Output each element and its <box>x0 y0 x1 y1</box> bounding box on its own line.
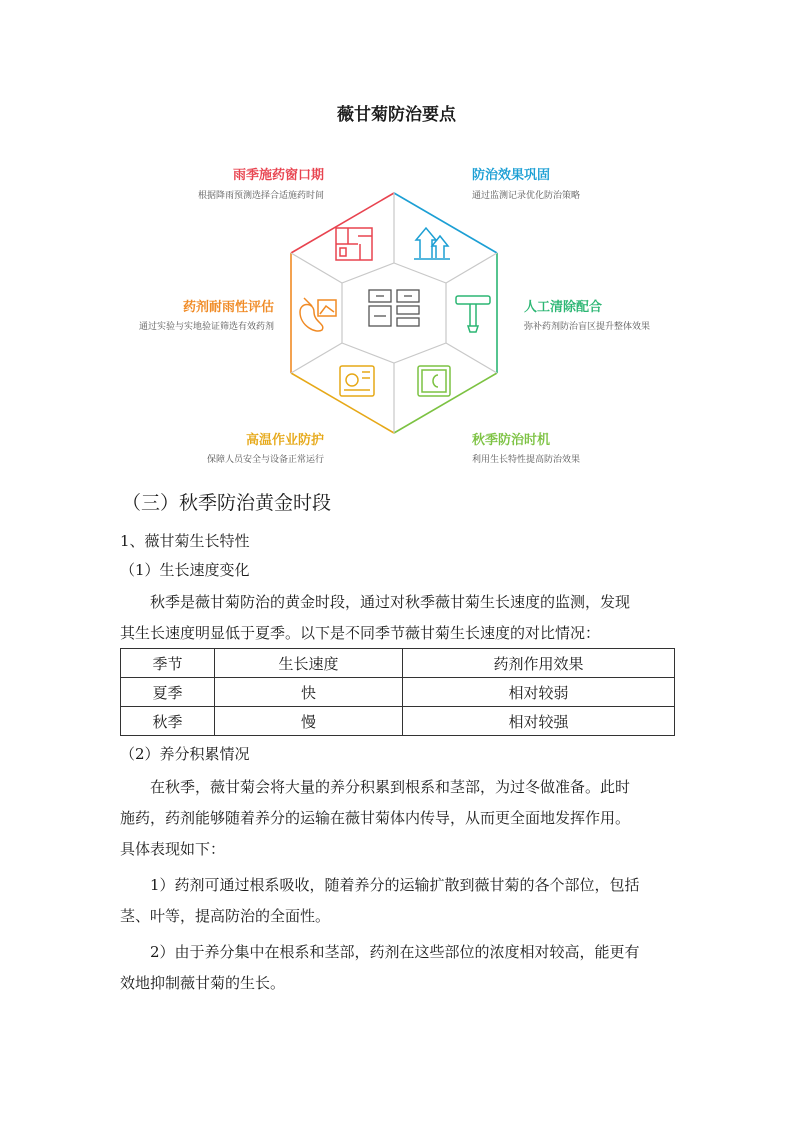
table-header-row <box>121 649 675 678</box>
protective-gear-icon <box>340 366 374 396</box>
list-item-2-line-1: 2）由于养分集中在根系和茎部，药剂在这些部位的浓度相对较高，能更有 <box>150 943 640 961</box>
hexagon-diagram <box>0 0 793 480</box>
weeding-tool-icon <box>456 296 490 332</box>
table-row <box>121 678 675 707</box>
cabinet-icon <box>369 290 419 326</box>
item-title-effect-consolidation: 防治效果巩固 <box>472 168 551 183</box>
item-title-heat-protection: 高温作业防护 <box>245 433 324 448</box>
inner-hexagon <box>342 263 446 363</box>
subheading-growth-traits: 1、薇甘菊生长特性 <box>120 532 250 550</box>
edge-bottom-left <box>291 373 394 433</box>
item-title-manual-removal: 人工清除配合 <box>524 300 603 315</box>
item-title-autumn-timing: 秋季防治时机 <box>472 433 551 448</box>
item-desc-heat-protection: 保障人员安全与设备正常运行 <box>206 455 324 465</box>
paragraph-1-line-2: 其生长速度明显低于夏季。以下是不同季节薇甘菊生长速度的对比情况： <box>120 624 601 642</box>
item-desc-manual-removal: 弥补药剂防治盲区提升整体效果 <box>524 322 651 332</box>
growth-arrows-icon <box>414 228 450 259</box>
paragraph-2-line-1: 在秋季，薇甘菊会将大量的养分积累到根系和茎部，为过冬做准备。此时 <box>150 778 631 796</box>
table-header: 生长速度 <box>215 649 403 678</box>
subheading-growth-speed: （1）生长速度变化 <box>120 561 250 579</box>
item-desc-effect-consolidation: 通过监测记录优化防治策略 <box>472 191 581 201</box>
item-desc-rain-resistance: 通过实验与实地验证筛选有效药剂 <box>138 322 274 332</box>
table-header: 季节 <box>121 649 215 678</box>
floor-plan-icon <box>336 228 372 260</box>
subheading-nutrient: （2）养分积累情况 <box>120 745 250 763</box>
calendar-c-icon <box>418 366 450 396</box>
item-title-rain-resistance: 药剂耐雨性评估 <box>182 300 274 315</box>
list-item-1-line-1: 1）药剂可通过根系吸收，随着养分的运输扩散到薇甘菊的各个部位，包括 <box>150 876 640 894</box>
table-cell: 夏季 <box>121 678 215 707</box>
paragraph-2-line-3: 具体表现如下： <box>120 840 226 858</box>
table-cell: 快 <box>215 678 403 707</box>
paragraph-2-line-2: 施药，药剂能够随着养分的运输在薇甘菊体内传导，从而更全面地发挥作用。 <box>120 809 631 827</box>
table-row <box>121 707 675 736</box>
item-title-rainy-window: 雨季施药窗口期 <box>232 168 324 183</box>
section-heading: （三）秋季防治黄金时段 <box>122 492 332 514</box>
table-cell: 相对较弱 <box>403 678 675 707</box>
season-comparison-table <box>120 648 675 736</box>
list-item-1-line-2: 茎、叶等，提高防治的全面性。 <box>120 907 331 925</box>
table-header: 药剂作用效果 <box>403 649 675 678</box>
table-cell: 慢 <box>215 707 403 736</box>
item-desc-rainy-window: 根据降雨预测选择合适施药时间 <box>197 191 324 201</box>
assessment-icon <box>300 298 336 331</box>
paragraph-1-line-1: 秋季是薇甘菊防治的黄金时段，通过对秋季薇甘菊生长速度的监测，发现 <box>150 593 631 611</box>
item-desc-autumn-timing: 利用生长特性提高防治效果 <box>472 455 581 465</box>
list-item-2-line-2: 效地抑制薇甘菊的生长。 <box>120 974 286 992</box>
page-title: 薇甘菊防治要点 <box>337 105 456 125</box>
table-cell: 相对较强 <box>403 707 675 736</box>
table-cell: 秋季 <box>121 707 215 736</box>
